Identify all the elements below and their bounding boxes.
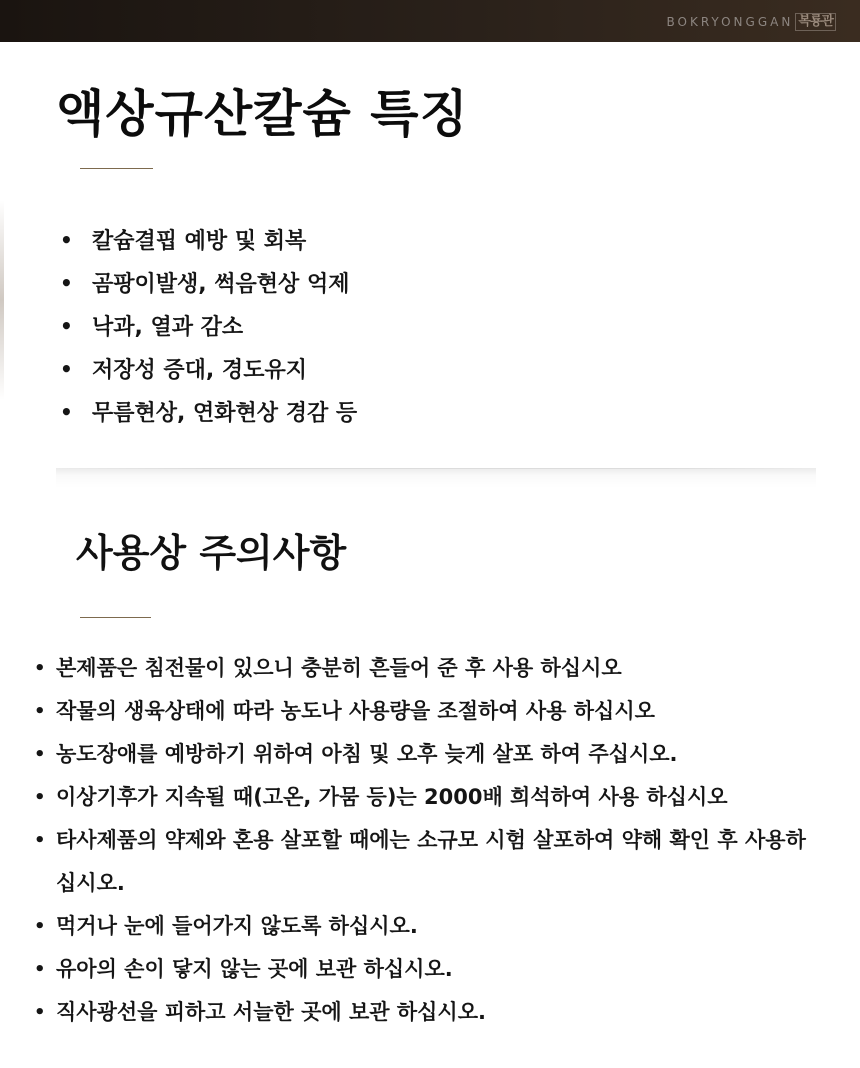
bullet-icon: • (34, 787, 46, 808)
section-divider (56, 468, 816, 488)
feature-item (60, 218, 357, 261)
brand-korean-logo: 복룡관 (795, 13, 836, 31)
bullet-icon: • (60, 399, 73, 424)
features-title: 액상규산칼슘 특징 (56, 85, 469, 143)
brand-latin-text: BOKRYONGGAN (666, 15, 794, 29)
feature-text: 무름현상, 연화현상 경감 등 (92, 401, 358, 426)
caution-text: 작물의 생육상태에 따라 농도나 사용량을 조절하여 사용 하십시오 (56, 699, 655, 723)
bullet-icon: • (34, 830, 46, 851)
bullet-icon: • (34, 658, 46, 679)
bullet-icon: • (60, 270, 73, 295)
bullet-icon: • (34, 701, 46, 722)
feature-text: 낙과, 열과 감소 (92, 315, 244, 340)
caution-text: 직사광선을 피하고 서늘한 곳에 보관 하십시오. (56, 1000, 486, 1024)
caution-text: 유아의 손이 닿지 않는 곳에 보관 하십시오. (56, 957, 453, 981)
features-title-underline (80, 168, 153, 169)
feature-item (60, 261, 357, 304)
caution-item (34, 776, 834, 819)
bullet-icon: • (60, 313, 73, 338)
caution-item (34, 905, 834, 948)
bullet-icon: • (34, 1002, 46, 1023)
bullet-icon: • (60, 227, 73, 252)
bullet-icon: • (60, 356, 73, 381)
brand-logo (667, 13, 836, 31)
caution-item (34, 948, 834, 991)
feature-item (60, 390, 357, 433)
feature-item (60, 304, 357, 347)
feature-text: 칼슘결핍 예방 및 회복 (92, 229, 307, 254)
cautions-title-underline (80, 617, 151, 618)
caution-text: 타사제품의 약제와 혼용 살포할 때에는 소규모 시험 살포하여 약해 확인 후 사용하십시오. (56, 828, 806, 895)
caution-text: 먹거나 눈에 들어가지 않도록 하십시오. (56, 914, 418, 938)
bullet-icon: • (34, 959, 46, 980)
caution-text: 본제품은 침전물이 있으니 충분히 흔들어 준 후 사용 하십시오 (56, 656, 622, 680)
caution-item (34, 733, 834, 776)
caution-item (34, 690, 834, 733)
cautions-title: 사용상 주의사항 (76, 531, 347, 575)
bullet-icon: • (34, 916, 46, 937)
caution-item (34, 991, 834, 1034)
cautions-list (34, 647, 834, 1034)
bullet-icon: • (34, 744, 46, 765)
caution-text: 이상기후가 지속될 때(고온, 가뭄 등)는 2000배 희석하여 사용 하십시오 (56, 785, 728, 809)
feature-item (60, 347, 357, 390)
feature-text: 저장성 증대, 경도유지 (92, 358, 307, 383)
left-edge-shadow (0, 200, 4, 400)
feature-text: 곰팡이발생, 썩음현상 억제 (92, 272, 350, 297)
caution-text: 농도장애를 예방하기 위하여 아침 및 오후 늦게 살포 하여 주십시오. (56, 742, 678, 766)
caution-item (34, 647, 834, 690)
top-banner (0, 0, 860, 42)
features-list (60, 218, 357, 433)
caution-item (34, 819, 834, 905)
